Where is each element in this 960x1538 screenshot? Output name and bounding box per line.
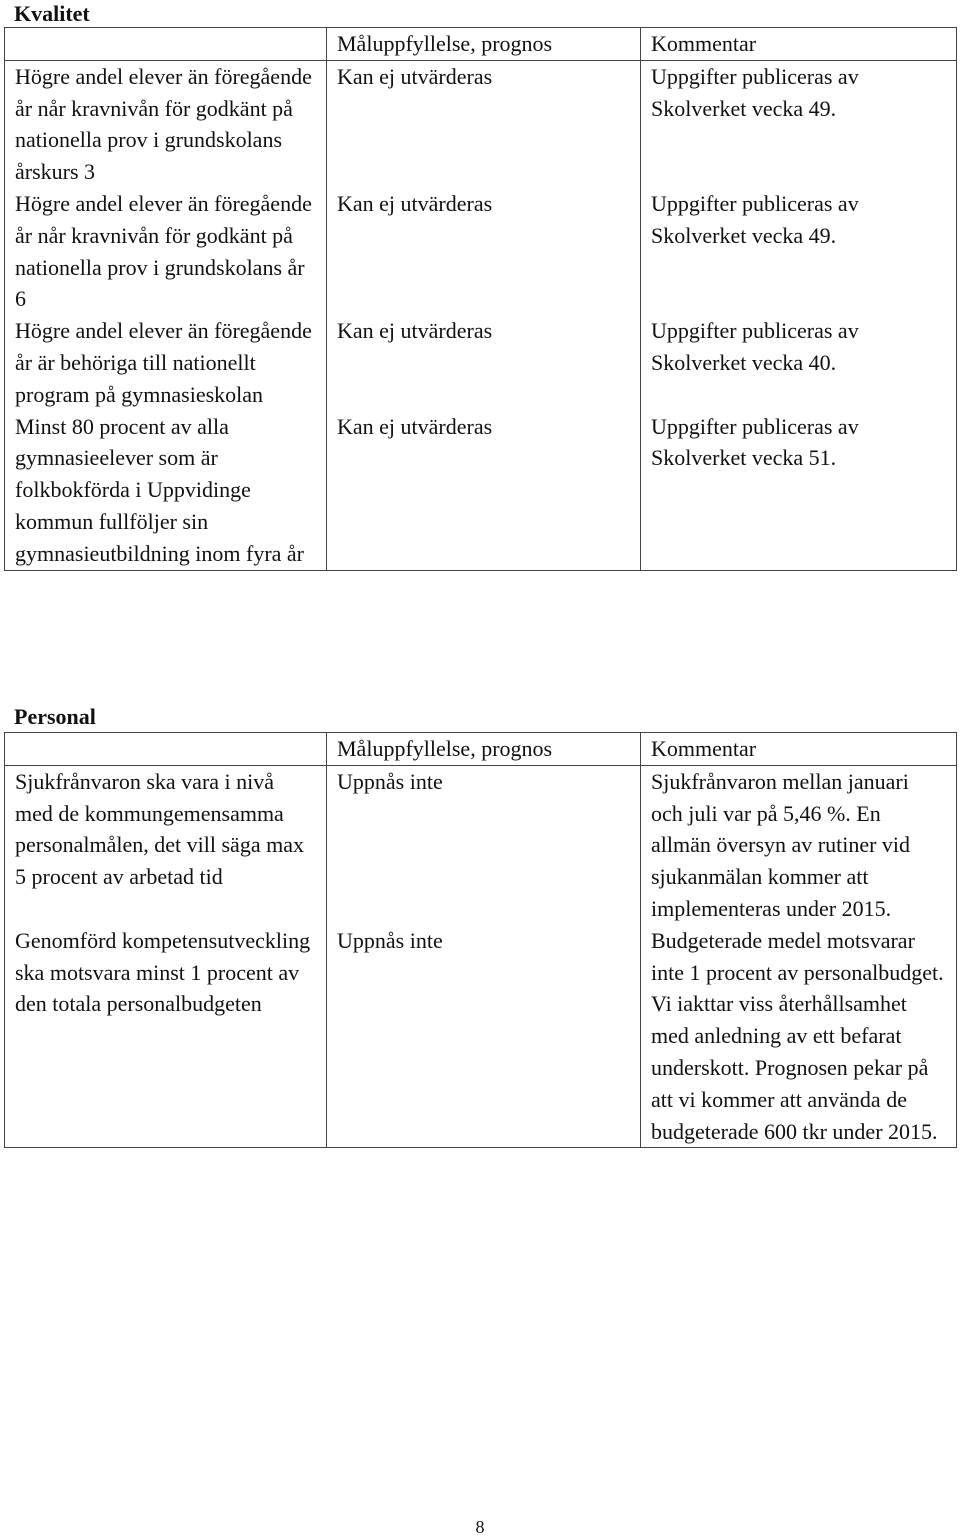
kvalitet-row <box>5 315 957 410</box>
personal-header-goal <box>5 733 327 766</box>
comment-cell: Uppgifter publiceras av Skolverket vecka 40. <box>641 315 957 410</box>
status-cell: Kan ej utvärderas <box>327 411 641 570</box>
goal-cell: Genomförd kompetensutveckling ska motsvara minst 1 procent av den totala personalbudgeten <box>5 925 327 1148</box>
kvalitet-row <box>5 411 957 570</box>
comment-cell: Uppgifter publiceras av Skolverket vecka 49. <box>641 60 957 188</box>
goal-cell: Högre andel elever än föregående år når kravnivån för godkänt på nationella prov i grundskolans år 6 <box>5 188 327 315</box>
personal-row <box>5 765 957 924</box>
personal-header-status: Måluppfyllelse, prognos <box>327 733 641 766</box>
comment-cell: Budgeterade medel motsvarar inte 1 procent av personalbudget. Vi iakttar viss återhållsamhet med anledning av ett befarat underskott. Prognosen pekar på att vi kommer att använda de budgeterade 600 tkr under 2015. <box>641 925 957 1148</box>
kvalitet-table <box>4 27 957 571</box>
comment-cell: Uppgifter publiceras av Skolverket vecka 51. <box>641 411 957 570</box>
personal-row <box>5 925 957 1148</box>
kvalitet-header-comment: Kommentar <box>641 28 957 61</box>
page-number: 8 <box>475 1517 485 1537</box>
status-cell: Kan ej utvärderas <box>327 315 641 410</box>
status-cell: Kan ej utvärderas <box>327 60 641 188</box>
status-cell: Uppnås inte <box>327 765 641 924</box>
personal-header-comment: Kommentar <box>641 733 957 766</box>
kvalitet-header-goal <box>5 28 327 61</box>
comment-cell: Sjukfrånvaron mellan januari och juli var på 5,46 %. En allmän översyn av rutiner vid sjukanmälan kommer att implementeras under 2015. <box>641 765 957 924</box>
goal-cell: Högre andel elever än föregående år når kravnivån för godkänt på nationella prov i grundskolans årskurs 3 <box>5 60 327 188</box>
status-cell: Uppnås inte <box>327 925 641 1148</box>
goal-cell: Minst 80 procent av alla gymnasieelever som är folkbokförda i Uppvidinge kommun fullföljer sin gymnasieutbildning inom fyra år <box>5 411 327 570</box>
personal-table <box>4 732 957 1148</box>
kvalitet-header-row <box>5 28 957 61</box>
goal-cell: Sjukfrånvaron ska vara i nivå med de kommungemensamma personalmålen, det vill säga max 5 procent av arbetad tid <box>5 765 327 924</box>
goal-cell: Högre andel elever än föregående år är behöriga till nationellt program på gymnasieskolan <box>5 315 327 410</box>
comment-cell: Uppgifter publiceras av Skolverket vecka 49. <box>641 188 957 315</box>
personal-header-row <box>5 733 957 766</box>
status-cell: Kan ej utvärderas <box>327 188 641 315</box>
kvalitet-header-status: Måluppfyllelse, prognos <box>327 28 641 61</box>
section-title-personal: Personal <box>14 704 96 729</box>
kvalitet-row <box>5 60 957 188</box>
kvalitet-row <box>5 188 957 315</box>
section-title-kvalitet: Kvalitet <box>14 1 90 26</box>
